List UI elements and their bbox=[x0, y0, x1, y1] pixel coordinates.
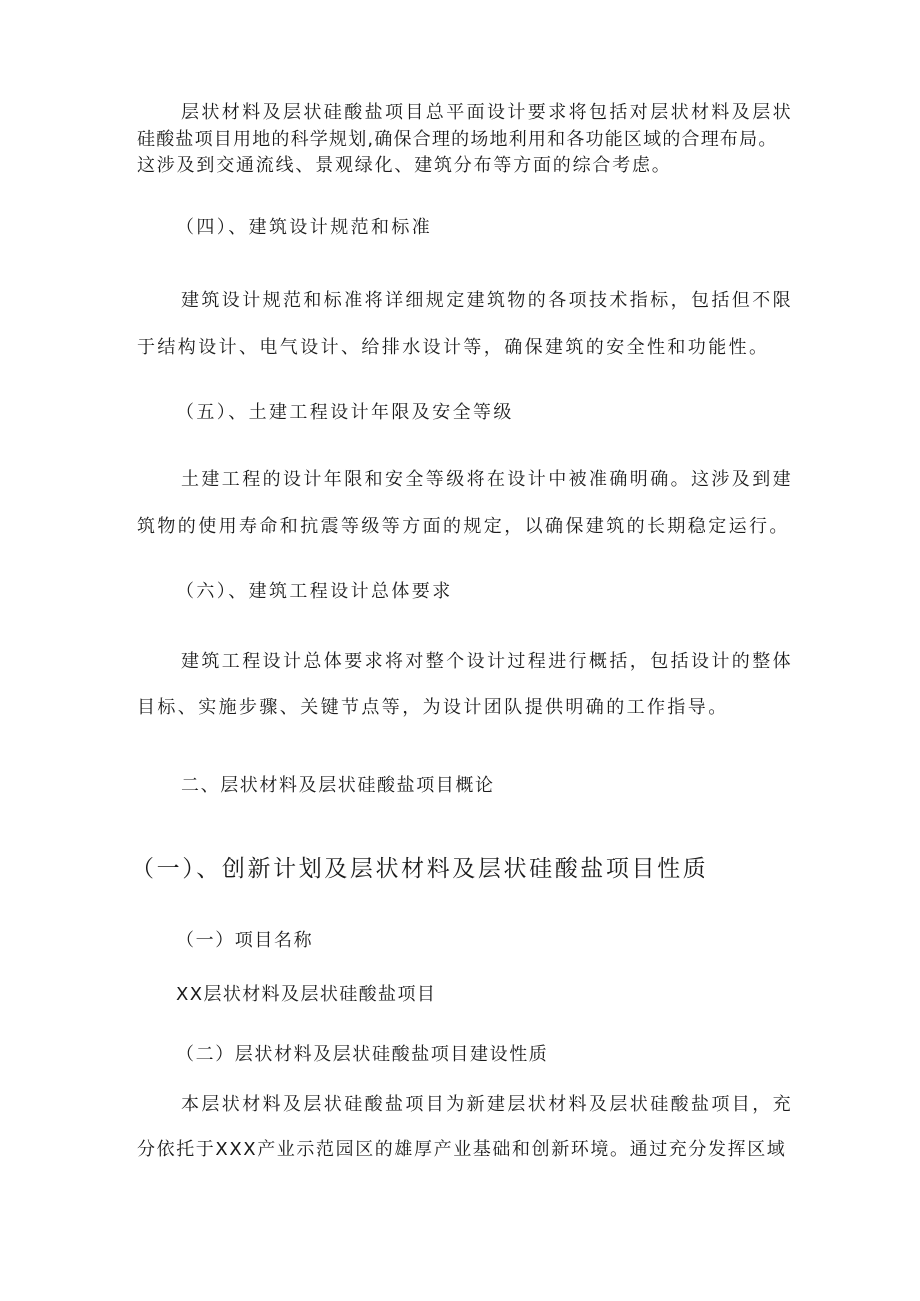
paragraph-line: 筑物的使用寿命和抗震等级等方面的规定，以确保建筑的长期稳定运行。 bbox=[137, 516, 790, 537]
paragraph-line: 建筑工程设计总体要求将对整个设计过程进行概括，包括设计的整体 bbox=[181, 651, 793, 672]
paragraph-line: 建筑设计规范和标准将详细规定建筑物的各项技术指标，包括但不限 bbox=[181, 290, 793, 311]
subsection-heading: （二）层状材料及层状硅酸盐项目建设性质 bbox=[176, 1044, 549, 1065]
paragraph-line: 本层状材料及层状硅酸盐项目为新建层状材料及层状硅酸盐项目，充 bbox=[181, 1094, 793, 1115]
paragraph-line: 土建工程的设计年限和安全等级将在设计中被准确明确。这涉及到建 bbox=[181, 469, 793, 490]
paragraph-line: 层状材料及层状硅酸盐项目总平面设计要求将包括对层状材料及层状 bbox=[181, 102, 793, 123]
section-heading: （五）、土建工程设计年限及安全等级 bbox=[176, 402, 514, 423]
section-heading: （六）、建筑工程设计总体要求 bbox=[176, 581, 453, 602]
chapter-heading: 二、层状材料及层状硅酸盐项目概论 bbox=[181, 775, 495, 796]
paragraph-line: 目标、实施步骤、关键节点等，为设计团队提供明确的工作指导。 bbox=[137, 697, 729, 718]
section-title: （一）、创新计划及层状材料及层状硅酸盐项目性质 bbox=[131, 856, 709, 882]
section-heading: （四）、建筑设计规范和标准 bbox=[176, 217, 433, 238]
paragraph-line: 于结构设计、电气设计、给排水设计等，确保建筑的安全性和功能性。 bbox=[137, 337, 770, 358]
subsection-heading: （一）项目名称 bbox=[176, 930, 314, 951]
paragraph-line: 分依托于XXX产业示范园区的雄厚产业基础和创新环境。通过充分发挥区域 bbox=[137, 1139, 787, 1160]
paragraph-line: 这涉及到交通流线、景观绿化、建筑分布等方面的综合考虑。 bbox=[137, 155, 672, 176]
project-name: XX层状材料及层状硅酸盐项目 bbox=[176, 984, 437, 1005]
paragraph-line: 硅酸盐项目用地的科学规划,确保合理的场地利用和各功能区域的合理布局。 bbox=[137, 129, 778, 150]
